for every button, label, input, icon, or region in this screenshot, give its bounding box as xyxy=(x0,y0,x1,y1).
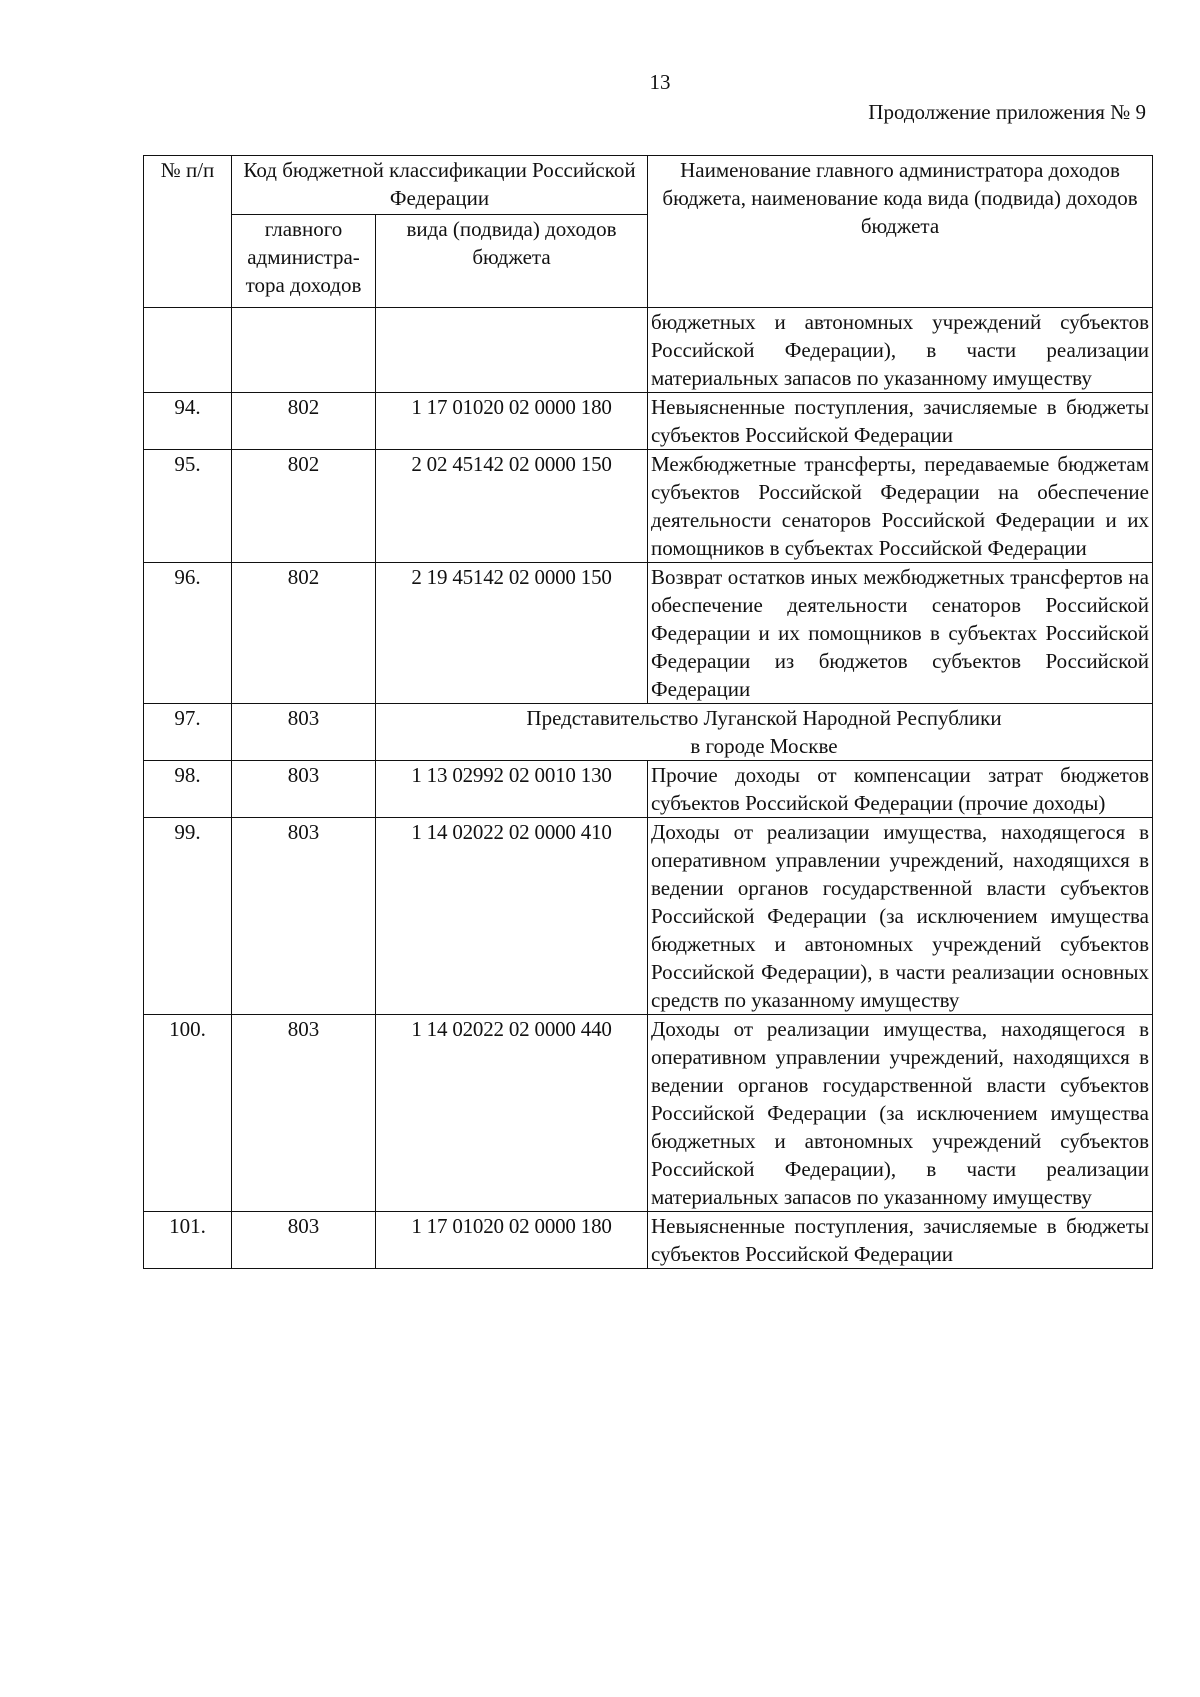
header-col-admin: главного администра-тора доходов xyxy=(232,215,376,308)
row-num: 100. xyxy=(144,1015,232,1212)
table-row xyxy=(144,761,1153,818)
row-num: 99. xyxy=(144,818,232,1015)
header-col-kbk-group: Код бюджетной классификации Российской Федерации xyxy=(232,156,648,215)
row-num xyxy=(144,308,232,393)
table-row xyxy=(144,393,1153,450)
row-admin-code: 803 xyxy=(232,1015,376,1212)
table-row xyxy=(144,818,1153,1015)
table-row xyxy=(144,308,1153,393)
row-admin-code: 802 xyxy=(232,563,376,704)
header-col-code: вида (подвида) доходов бюджета xyxy=(376,215,648,308)
section-title xyxy=(376,704,1153,761)
row-description: Невыясненные поступления, зачисляемые в бюджеты субъектов Российской Федерации xyxy=(648,1212,1153,1269)
table-row xyxy=(144,563,1153,704)
row-num: 94. xyxy=(144,393,232,450)
row-income-code: 1 14 02022 02 0000 410 xyxy=(376,818,648,1015)
row-admin-code: 803 xyxy=(232,704,376,761)
table-row xyxy=(144,1015,1153,1212)
appendix-continuation: Продолжение приложения № 9 xyxy=(868,100,1146,124)
row-admin-code: 802 xyxy=(232,450,376,563)
row-admin-code: 803 xyxy=(232,761,376,818)
row-num: 101. xyxy=(144,1212,232,1269)
row-income-code: 1 13 02992 02 0010 130 xyxy=(376,761,648,818)
section-row xyxy=(144,704,1153,761)
row-admin-code: 803 xyxy=(232,818,376,1015)
section-title-line: Представительство Луганской Народной Республики xyxy=(526,706,1002,730)
row-num: 96. xyxy=(144,563,232,704)
row-description: Невыясненные поступления, зачисляемые в бюджеты субъектов Российской Федерации xyxy=(648,393,1153,450)
row-income-code: 1 17 01020 02 0000 180 xyxy=(376,393,648,450)
row-income-code: 2 02 45142 02 0000 150 xyxy=(376,450,648,563)
row-income-code xyxy=(376,308,648,393)
row-num: 98. xyxy=(144,761,232,818)
row-description: Возврат остатков иных межбюджетных трансфертов на обеспечение деятельности сенаторов Российской Федерации и их помощников в субъектах Российской Федерации из бюджетов субъектов Российской Федерации xyxy=(648,563,1153,704)
row-income-code: 1 14 02022 02 0000 440 xyxy=(376,1015,648,1212)
table-row xyxy=(144,450,1153,563)
row-description: бюджетных и автономных учреждений субъектов Российской Федерации), в части реализации материальных запасов по указанному имуществу xyxy=(648,308,1153,393)
row-admin-code: 802 xyxy=(232,393,376,450)
section-title-line: в городе Москве xyxy=(690,734,838,758)
row-admin-code: 803 xyxy=(232,1212,376,1269)
row-description: Доходы от реализации имущества, находящегося в оперативном управлении учреждений, находящихся в ведении органов государственной власти субъектов Российской Федерации (за исключением имущества бюджетных и автономных учреждений субъектов Российской Федерации), в части реализации основных средств по указанному имуществу xyxy=(648,818,1153,1015)
row-admin-code xyxy=(232,308,376,393)
header-row xyxy=(144,156,1153,215)
row-income-code: 2 19 45142 02 0000 150 xyxy=(376,563,648,704)
header-col-num: № п/п xyxy=(144,156,232,308)
table-row xyxy=(144,1212,1153,1269)
header-col-desc: Наименование главного администратора доходов бюджета, наименование кода вида (подвида) доходов бюджета xyxy=(648,156,1153,308)
row-description: Межбюджетные трансферты, передаваемые бюджетам субъектов Российской Федерации на обеспечение деятельности сенаторов Российской Федерации и их помощников в субъектах Российской Федерации xyxy=(648,450,1153,563)
row-num: 97. xyxy=(144,704,232,761)
row-income-code: 1 17 01020 02 0000 180 xyxy=(376,1212,648,1269)
row-num: 95. xyxy=(144,450,232,563)
row-description: Прочие доходы от компенсации затрат бюджетов субъектов Российской Федерации (прочие доходы) xyxy=(648,761,1153,818)
row-description: Доходы от реализации имущества, находящегося в оперативном управлении учреждений, находящихся в ведении органов государственной власти субъектов Российской Федерации (за исключением имущества бюджетных и автономных учреждений субъектов Российской Федерации), в части реализации материальных запасов по указанному имуществу xyxy=(648,1015,1153,1212)
page-number: 13 xyxy=(649,70,671,94)
budget-classification-table xyxy=(143,155,1153,1269)
